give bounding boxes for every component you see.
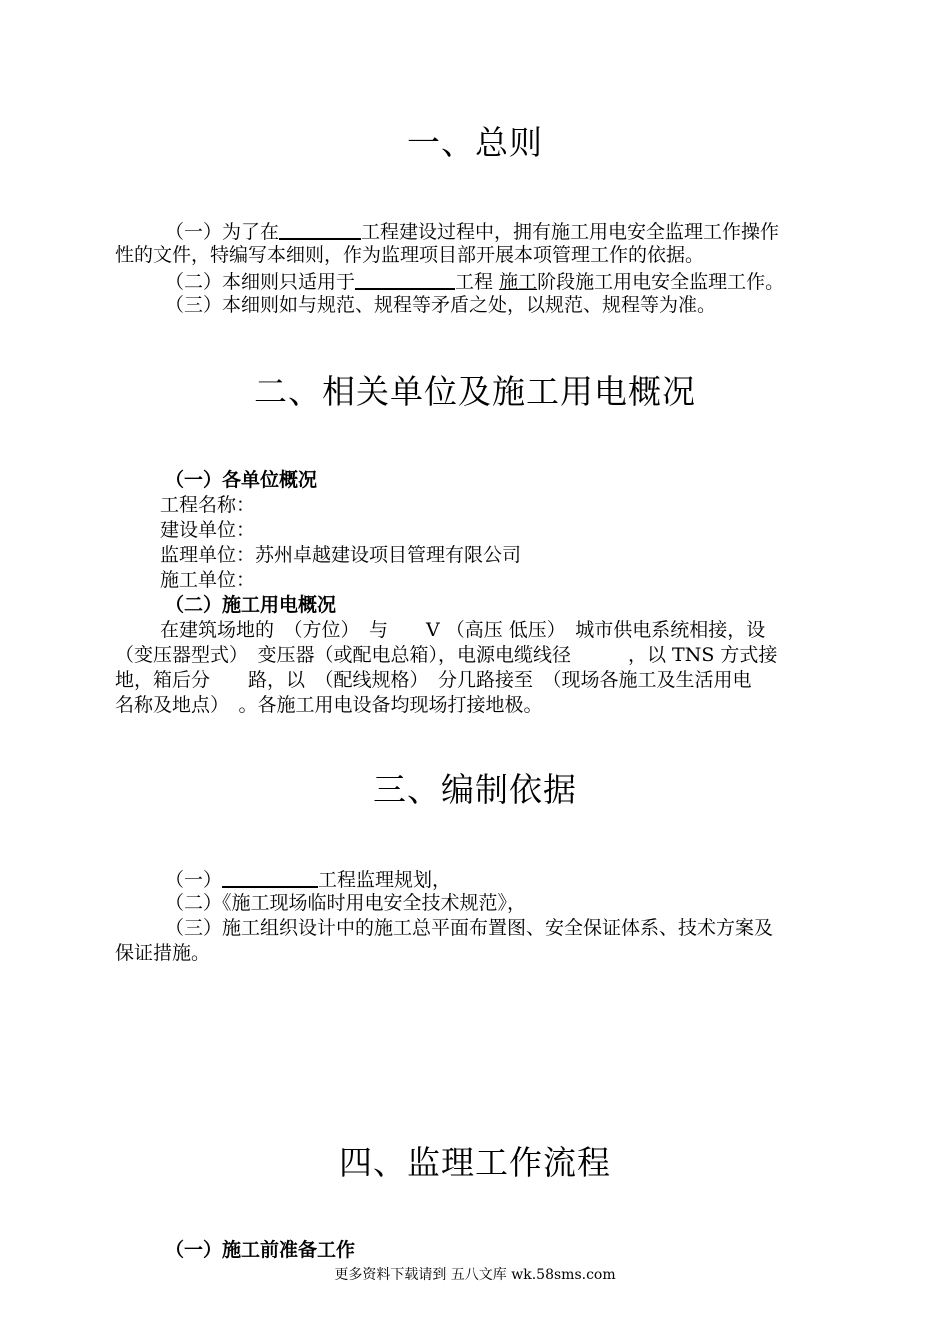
constructor-field: 施工单位： bbox=[160, 569, 256, 591]
sec1-line-1: （一）为了在 工程建设过程中，拥有施工用电安全监理工作操作 bbox=[115, 218, 935, 245]
supervisor-field: 监理单位：苏州卓越建设项目管理有限公司 bbox=[160, 544, 522, 566]
sec1-line-2: 性的文件，特编写本细则，作为监理项目部开展本项管理工作的依据。 bbox=[115, 244, 705, 266]
sec1-line-4: （三）本细则如与规范、规程等矛盾之处，以规范、规程等为准。 bbox=[165, 294, 717, 316]
blank-underline bbox=[355, 268, 455, 290]
power-line-4: 名称及地点） 。各施工用电设备均现场打接地极。 bbox=[115, 694, 543, 716]
section-2-title: 二、相关单位及施工用电概况 bbox=[254, 372, 696, 411]
project-name-field: 工程名称： bbox=[160, 494, 256, 516]
basis-line-3: （三）施工组织设计中的施工总平面布置图、安全保证体系、技术方案及 bbox=[165, 917, 774, 939]
section-1-title: 一、总则 bbox=[407, 123, 543, 162]
section-4-title: 四、监理工作流程 bbox=[339, 1143, 611, 1182]
basis-line-2: （二）《施工现场临时用电安全技术规范》， bbox=[165, 892, 527, 914]
subsection-units-title: （一）各单位概况 bbox=[165, 469, 318, 491]
blank-underline bbox=[279, 218, 361, 240]
footer-download-link[interactable]: 更多资料下载请到 五八文库 wk.58sms.com bbox=[334, 1267, 616, 1283]
subsection-power-title: （二）施工用电概况 bbox=[165, 594, 337, 616]
power-line-1: 在建筑场地的 （方位） 与 V （高压 低压） 城市供电系统相接，设 bbox=[160, 619, 766, 641]
blank-underline bbox=[222, 866, 318, 888]
section-3-title: 三、编制依据 bbox=[373, 770, 577, 809]
subsection-prep-title: （一）施工前准备工作 bbox=[165, 1239, 356, 1261]
power-line-3: 地，箱后分 路，以 （配线规格） 分几路接至 （现场各施工及生活用电 bbox=[115, 669, 752, 691]
sec1-line-3: （二）本细则只适用于 工程 施工阶段施工用电安全监理工作。 bbox=[115, 268, 935, 295]
basis-line-1: （一） 工程监理规划， bbox=[115, 866, 935, 893]
basis-line-4: 保证措施。 bbox=[115, 942, 211, 964]
power-line-2: （变压器型式） 变压器（或配电总箱），电源电缆线径 ，以 TNS 方式接 bbox=[115, 644, 778, 666]
builder-field: 建设单位： bbox=[160, 519, 256, 541]
